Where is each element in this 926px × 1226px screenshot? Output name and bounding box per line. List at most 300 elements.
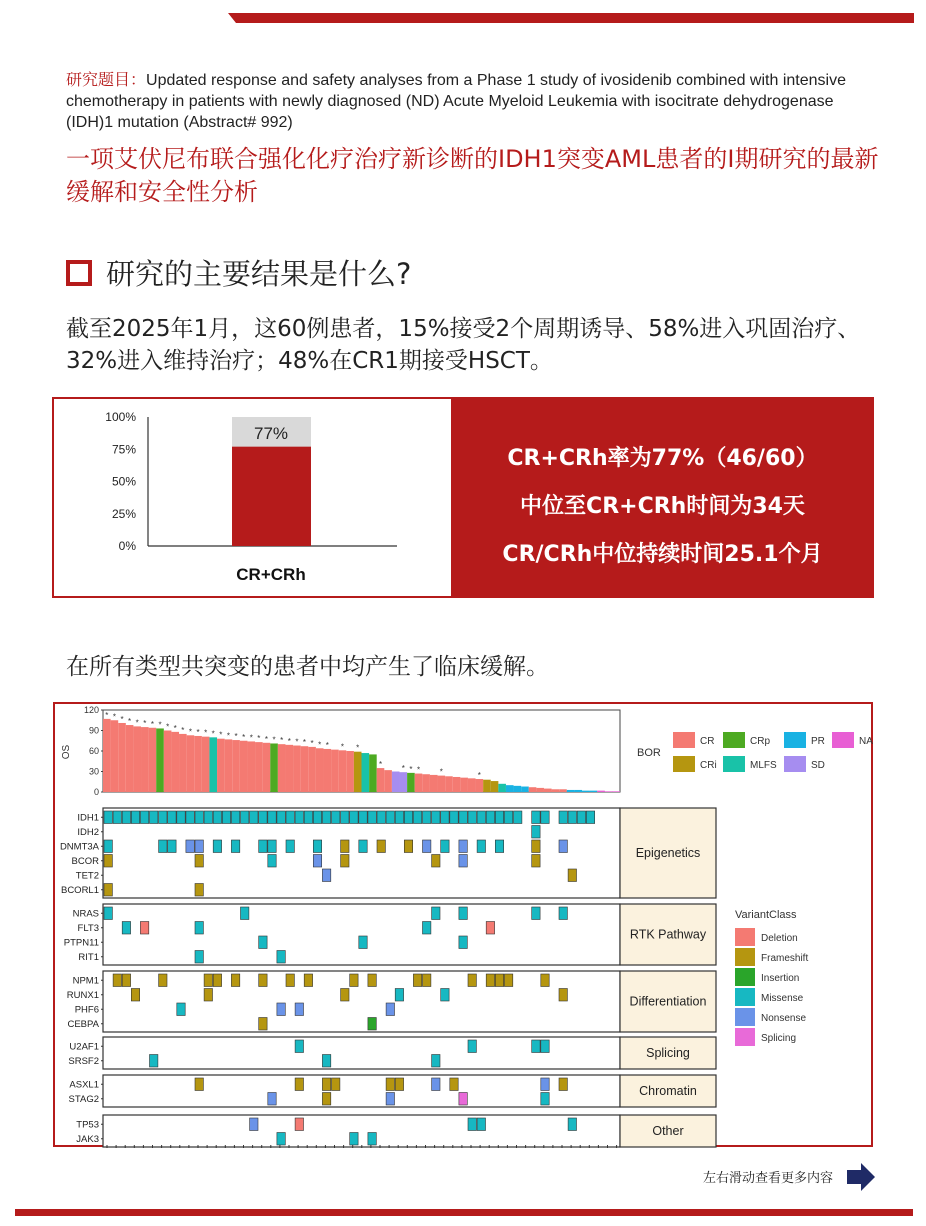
os-bar: [377, 768, 385, 792]
variant-cell: [568, 1118, 576, 1131]
variant-cell: [304, 811, 312, 824]
oncoplot-svg: [55, 704, 871, 1145]
variant-cell: [213, 840, 221, 853]
variant-cell: [159, 811, 167, 824]
group-label: RTK Pathway: [629, 927, 707, 942]
variant-cell: [441, 840, 449, 853]
os-bar: [597, 791, 605, 792]
study-title-cn: 一项艾伏尼布联合强化化疗治疗新诊断的IDH1突变AML患者的I期研究的最新缓解和安全性分析: [66, 145, 879, 206]
variant-cell: [113, 811, 121, 824]
response-panel: [52, 397, 874, 598]
censor-mark: *: [181, 725, 185, 735]
bor-legend-label: CR: [700, 736, 715, 747]
variant-cell: [204, 974, 212, 987]
variant-cell: [313, 811, 321, 824]
os-bar: [103, 719, 111, 792]
variant-legend-swatch: [735, 928, 755, 946]
bar-data-label: 77%: [253, 424, 289, 443]
os-bar: [217, 739, 225, 792]
censor-mark: *: [242, 732, 246, 742]
censor-mark: *: [401, 764, 405, 774]
os-bar: [354, 752, 362, 792]
swipe-hint: 左右滑动查看更多内容: [703, 1171, 834, 1186]
censor-mark: *: [135, 718, 139, 728]
censor-mark: *: [264, 734, 269, 744]
os-bar: [346, 751, 354, 792]
os-bar: [590, 791, 598, 792]
os-bar: [422, 774, 430, 792]
variant-cell: [140, 811, 148, 824]
variant-cell: [423, 811, 431, 824]
variant-cell: [177, 1003, 185, 1016]
variant-cell: [468, 1040, 476, 1053]
variant-cell: [286, 811, 294, 824]
variant-cell: [159, 974, 167, 987]
variant-cell: [568, 869, 576, 882]
variant-cell: [432, 855, 440, 868]
variant-cell: [441, 811, 449, 824]
variant-cell: [259, 1018, 267, 1031]
os-bar: [285, 745, 293, 792]
variant-cell: [359, 811, 367, 824]
os-y-tick: 120: [83, 705, 99, 715]
group-label: Epigenetics: [635, 846, 701, 860]
variant-cell: [295, 1003, 303, 1016]
os-bar: [392, 772, 400, 793]
censor-mark: *: [257, 734, 261, 744]
variant-cell: [495, 974, 503, 987]
variant-cell: [504, 974, 512, 987]
variant-cell: [313, 840, 321, 853]
variant-cell: [231, 974, 239, 987]
variant-cell: [277, 811, 285, 824]
variant-cell: [468, 1118, 476, 1131]
gene-label: RIT1: [78, 951, 99, 963]
variant-cell: [231, 811, 239, 824]
os-bar: [331, 750, 339, 792]
variant-cell: [413, 974, 421, 987]
bor-legend-label: PR: [811, 736, 825, 747]
os-bar: [111, 720, 119, 792]
variant-cell: [532, 907, 540, 920]
censor-mark: *: [280, 736, 284, 746]
censor-mark: *: [416, 765, 421, 775]
os-bar: [521, 787, 529, 792]
variant-cell: [477, 840, 485, 853]
variant-cell: [332, 1078, 340, 1091]
study-title-en: [66, 70, 876, 133]
heatmap-group-frame: [103, 904, 620, 965]
variant-cell: [268, 855, 276, 868]
os-bar: [415, 774, 423, 792]
variant-cell: [404, 840, 412, 853]
section-subtitle: 在所有类型共突变的患者中均产生了临床缓解。: [66, 654, 549, 680]
variant-cell: [332, 811, 340, 824]
variant-cell: [395, 811, 403, 824]
censor-mark: *: [105, 710, 109, 720]
variant-cell: [150, 1055, 158, 1068]
os-bar: [476, 779, 484, 792]
gene-label: DNMT3A: [59, 841, 99, 853]
censor-mark: *: [356, 743, 360, 753]
variant-legend-label: Frameshift: [761, 953, 809, 964]
censor-mark: *: [112, 712, 116, 722]
bor-legend-label: CRi: [700, 760, 717, 771]
variant-cell: [341, 855, 349, 868]
group-label: Chromatin: [639, 1084, 697, 1098]
variant-cell: [286, 840, 294, 853]
variant-cell: [459, 1093, 467, 1106]
results-paragraph: 截至2025年1月，这60例患者，15%接受2个周期诱导、58%进入巩固治疗、32%进入维持治疗；48%在CR1期接受HSCT。: [66, 316, 861, 374]
variant-cell: [104, 840, 112, 853]
censor-mark: *: [310, 738, 314, 748]
y-tick-label: 50%: [111, 474, 136, 489]
variant-cell: [322, 811, 330, 824]
os-bar: [362, 753, 370, 792]
os-bar: [544, 789, 552, 792]
variant-legend-label: Missense: [761, 993, 804, 1004]
os-bar: [536, 788, 544, 792]
variant-cell: [432, 1055, 440, 1068]
os-bar: [407, 773, 415, 792]
bor-legend-label: NA: [859, 736, 873, 747]
variant-cell: [350, 811, 358, 824]
gene-label: PHF6: [74, 1004, 99, 1016]
variant-cell: [213, 811, 221, 824]
variant-cell: [359, 840, 367, 853]
variant-cell: [150, 811, 158, 824]
bor-legend-title: BOR: [637, 747, 661, 759]
variant-cell: [559, 1078, 567, 1091]
variant-cell: [259, 840, 267, 853]
bottom-accent-bar: [15, 1209, 913, 1216]
variant-cell: [195, 951, 203, 964]
censor-mark: *: [295, 737, 299, 747]
variant-legend-label: Splicing: [761, 1033, 797, 1044]
variant-cell: [541, 811, 549, 824]
variant-legend-label: Insertion: [761, 973, 800, 984]
censor-mark: *: [439, 767, 443, 777]
variant-cell: [241, 907, 249, 920]
variant-legend-title: VariantClass: [735, 909, 797, 921]
group-label: Other: [652, 1124, 684, 1138]
variant-cell: [277, 1133, 285, 1146]
variant-cell: [131, 989, 139, 1002]
censor-mark: *: [166, 722, 170, 732]
os-bar: [552, 789, 560, 792]
variant-cell: [113, 974, 121, 987]
variant-cell: [359, 936, 367, 949]
variant-cell: [450, 1078, 458, 1091]
variant-cell: [350, 974, 358, 987]
gene-label: RUNX1: [66, 989, 99, 1001]
variant-cell: [177, 811, 185, 824]
censor-mark: *: [234, 732, 238, 742]
variant-cell: [423, 922, 431, 935]
variant-cell: [459, 840, 467, 853]
bor-legend-label: MLFS: [750, 760, 777, 771]
variant-cell: [295, 1118, 303, 1131]
os-bar: [460, 778, 468, 792]
censor-mark: *: [211, 729, 215, 739]
os-y-tick: 60: [88, 746, 99, 756]
variant-cell: [541, 1078, 549, 1091]
variant-cell: [350, 1133, 358, 1146]
variant-cell: [532, 1040, 540, 1053]
variant-cell: [295, 811, 303, 824]
variant-cell: [386, 811, 394, 824]
os-bar: [118, 723, 126, 792]
variant-cell: [186, 811, 194, 824]
variant-cell: [541, 1093, 549, 1106]
os-bar: [574, 790, 582, 792]
heatmap-group-frame: [103, 1115, 620, 1147]
variant-legend-label: Nonsense: [761, 1013, 807, 1024]
variant-cell: [559, 840, 567, 853]
censor-mark: *: [158, 720, 162, 730]
variant-cell: [322, 1093, 330, 1106]
square-bullet-icon: [66, 260, 92, 286]
variant-cell: [432, 907, 440, 920]
variant-cell: [131, 811, 139, 824]
censor-mark: *: [340, 742, 345, 752]
os-bar: [133, 726, 141, 792]
os-bar: [179, 734, 187, 792]
y-tick-label: 25%: [111, 506, 136, 521]
os-bar: [316, 748, 324, 792]
os-bar: [141, 727, 149, 792]
variant-cell: [423, 974, 431, 987]
censor-mark: *: [226, 731, 231, 741]
variant-cell: [377, 811, 385, 824]
section-title: 研究的主要结果是什么?: [106, 257, 412, 291]
gene-label: TP53: [76, 1119, 99, 1131]
variant-cell: [104, 811, 112, 824]
censor-mark: *: [150, 719, 154, 729]
variant-cell: [541, 1040, 549, 1053]
variant-cell: [441, 989, 449, 1002]
os-bar: [194, 736, 202, 792]
censor-mark: *: [128, 717, 132, 727]
os-y-tick: 0: [93, 787, 99, 797]
variant-cell: [195, 884, 203, 897]
variant-cell: [341, 811, 349, 824]
variant-cell: [122, 974, 130, 987]
variant-cell: [541, 974, 549, 987]
bar-category-label: CR+CRh: [236, 565, 306, 584]
variant-cell: [213, 974, 221, 987]
gene-label: NPM1: [72, 975, 99, 987]
response-bar-chart: [54, 399, 451, 596]
bor-legend-swatch: [723, 732, 745, 748]
variant-cell: [386, 1093, 394, 1106]
os-bar: [225, 739, 233, 792]
variant-legend-swatch: [735, 1028, 755, 1046]
variant-cell: [477, 811, 485, 824]
study-text: Updated response and safety analyses from a Phase 1 study of ivosidenib combined with intensive chemotherapy in patients with newly diagnosed (ND) Acute Myeloid Leukemia with isocitrate dehydrogenase (IDH)1 mutation (Abstract# 992): [66, 72, 846, 131]
variant-legend-swatch: [735, 1008, 755, 1026]
variant-cell: [295, 1078, 303, 1091]
censor-mark: *: [120, 714, 124, 724]
study-label: 研究题目：: [66, 72, 147, 89]
os-bar: [301, 746, 309, 792]
variant-cell: [195, 811, 203, 824]
variant-cell: [122, 922, 130, 935]
censor-mark: *: [409, 764, 413, 774]
variant-cell: [477, 1118, 485, 1131]
highlight-box: [451, 399, 874, 596]
variant-cell: [432, 1078, 440, 1091]
os-bar: [438, 776, 446, 792]
os-bar: [506, 785, 514, 792]
variant-cell: [532, 855, 540, 868]
variant-cell: [286, 974, 294, 987]
variant-cell: [395, 989, 403, 1002]
variant-cell: [432, 811, 440, 824]
os-bar: [293, 746, 301, 792]
variant-cell: [313, 855, 321, 868]
os-bar: [468, 778, 476, 792]
gene-label: ASXL1: [69, 1079, 99, 1091]
os-y-tick: 30: [88, 766, 99, 777]
bor-legend-swatch: [723, 756, 745, 772]
censor-mark: *: [173, 723, 177, 733]
os-bar: [247, 741, 255, 792]
censor-mark: *: [143, 719, 147, 729]
variant-cell: [486, 974, 494, 987]
os-bar: [263, 743, 271, 792]
variant-cell: [168, 811, 176, 824]
os-bar: [308, 747, 316, 792]
gene-label: NRAS: [72, 908, 99, 920]
variant-cell: [514, 811, 522, 824]
variant-cell: [195, 1078, 203, 1091]
variant-cell: [241, 811, 249, 824]
os-y-tick: 90: [88, 725, 99, 736]
variant-cell: [459, 936, 467, 949]
bor-legend-swatch: [832, 732, 854, 748]
bor-legend-label: CRp: [750, 736, 771, 747]
variant-cell: [413, 811, 421, 824]
os-bar: [529, 787, 537, 792]
os-bar: [605, 791, 613, 792]
os-bar: [400, 772, 408, 792]
os-bar: [156, 728, 164, 792]
variant-cell: [532, 826, 540, 839]
highlight-line-1: CR+CRh率为77%（46/60）: [507, 446, 818, 471]
variant-cell: [495, 840, 503, 853]
y-tick-label: 0%: [118, 539, 136, 553]
variant-cell: [450, 811, 458, 824]
os-bar: [278, 744, 286, 792]
os-bar: [209, 737, 217, 792]
censor-mark: *: [204, 728, 208, 738]
variant-cell: [404, 811, 412, 824]
bar-cr-crh: [232, 447, 311, 546]
variant-cell: [122, 811, 130, 824]
variant-cell: [168, 840, 176, 853]
censor-mark: *: [196, 727, 200, 737]
bor-legend-swatch: [784, 732, 806, 748]
os-bar: [171, 732, 179, 792]
gene-label: IDH2: [77, 826, 99, 838]
variant-cell: [368, 974, 376, 987]
censor-mark: *: [378, 760, 383, 770]
censor-mark: *: [302, 738, 307, 748]
variant-cell: [486, 811, 494, 824]
variant-cell: [586, 811, 594, 824]
group-label: Differentiation: [629, 994, 707, 1009]
os-bar: [232, 740, 240, 792]
os-bar: [323, 749, 331, 792]
y-tick-label: 100%: [105, 410, 136, 424]
variant-cell: [377, 840, 385, 853]
censor-mark: *: [477, 771, 481, 781]
os-bar: [164, 731, 172, 793]
variant-cell: [559, 989, 567, 1002]
censor-mark: *: [287, 736, 291, 746]
variant-cell: [459, 855, 467, 868]
os-bar: [483, 780, 491, 792]
censor-mark: *: [249, 733, 253, 743]
os-bar: [612, 791, 620, 792]
variant-cell: [459, 811, 467, 824]
variant-cell: [140, 922, 148, 935]
variant-cell: [277, 951, 285, 964]
os-bar: [445, 776, 453, 792]
os-bar: [126, 725, 134, 792]
variant-cell: [568, 811, 576, 824]
os-bar: [339, 750, 347, 792]
os-bar: [559, 789, 567, 792]
variant-cell: [222, 811, 230, 824]
variant-cell: [468, 811, 476, 824]
variant-cell: [195, 840, 203, 853]
variant-cell: [259, 936, 267, 949]
censor-mark: *: [325, 740, 329, 750]
gene-label: JAK3: [76, 1133, 99, 1145]
os-bar: [149, 728, 157, 792]
gene-label: TET2: [75, 870, 99, 882]
variant-cell: [250, 1118, 258, 1131]
bor-legend-swatch: [784, 756, 806, 772]
bor-legend-label: SD: [811, 760, 825, 771]
os-axis-label: OS: [61, 744, 72, 760]
os-bar: [255, 742, 263, 792]
gene-label: SRSF2: [68, 1055, 99, 1067]
variant-legend-swatch: [735, 988, 755, 1006]
section-heading: [66, 252, 411, 293]
os-bar: [202, 737, 210, 792]
os-bar: [491, 781, 499, 792]
variant-cell: [486, 922, 494, 935]
arrow-right-icon[interactable]: [847, 1163, 875, 1191]
gene-label: BCOR: [71, 855, 99, 867]
variant-cell: [322, 1055, 330, 1068]
variant-cell: [386, 1003, 394, 1016]
bor-legend-swatch: [673, 756, 695, 772]
variant-cell: [204, 811, 212, 824]
variant-cell: [459, 907, 467, 920]
variant-cell: [495, 811, 503, 824]
gene-label: IDH1: [77, 812, 99, 824]
os-bar: [240, 741, 248, 792]
gene-label: PTPN11: [63, 937, 99, 949]
censor-mark: *: [219, 730, 223, 740]
variant-cell: [368, 1018, 376, 1031]
os-bar: [270, 743, 278, 792]
os-bar: [498, 784, 506, 792]
